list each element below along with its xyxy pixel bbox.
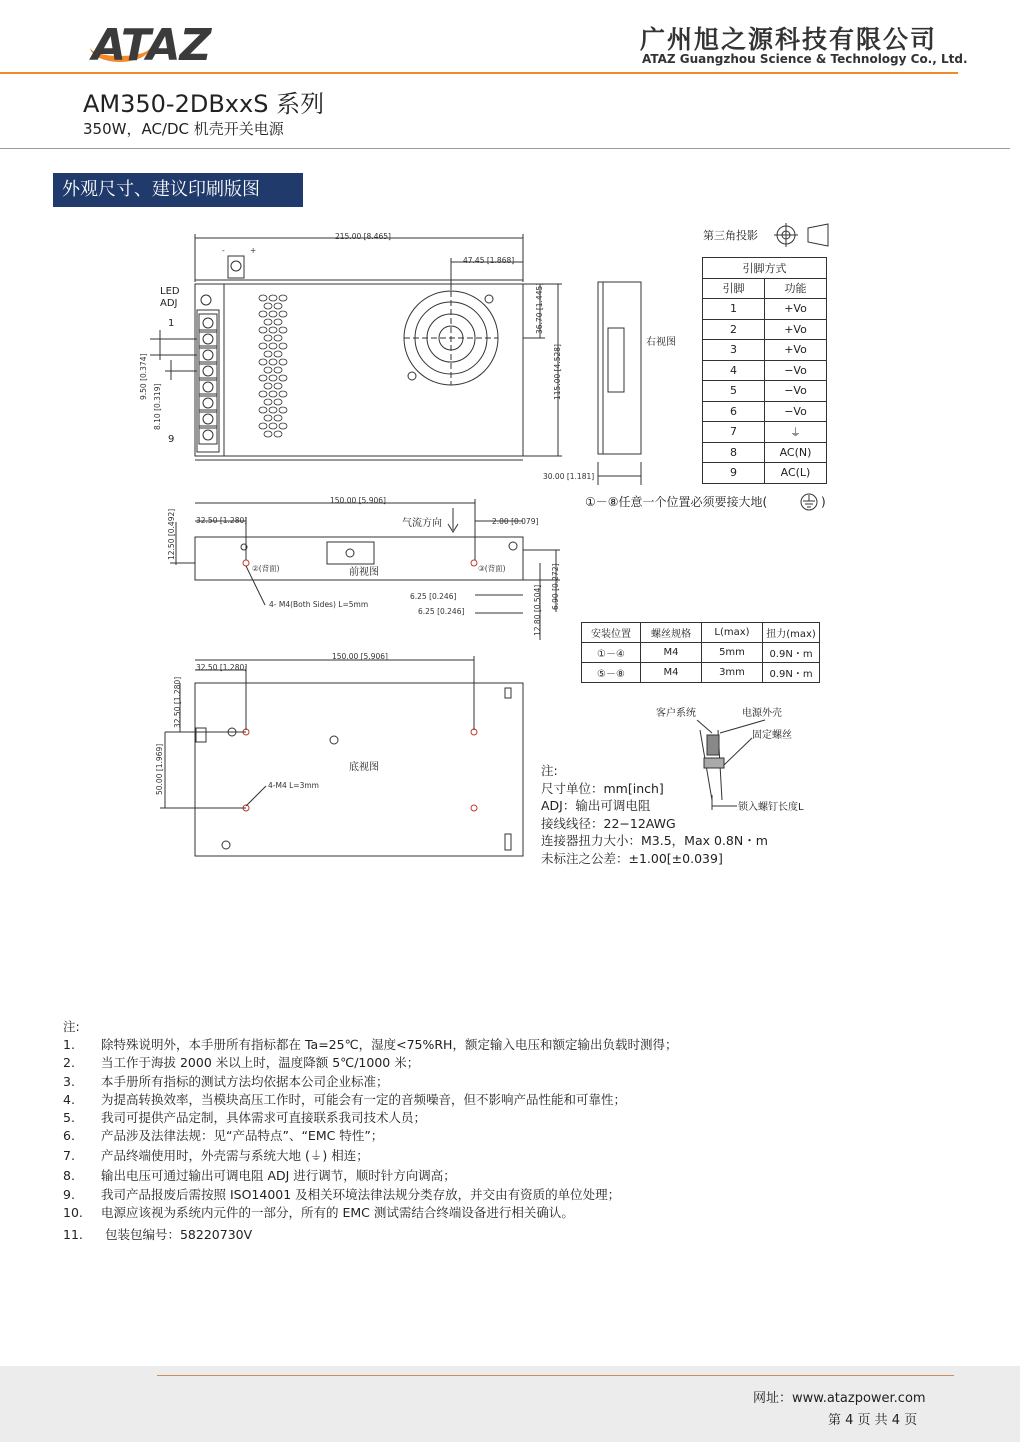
right-view-label: 右视图: [646, 337, 676, 348]
screw-table-cell: ⑤－⑧: [582, 663, 641, 683]
dim-front-vertical-3: 6.90 [0.272]: [551, 563, 560, 610]
company-name-cn: 广州旭之源科技有限公司: [640, 25, 938, 54]
pin-number: 2: [703, 319, 765, 340]
note-text: 包装包编号：58220730V: [101, 1226, 253, 1242]
note-item: [63, 1035, 677, 1053]
screw-length-label: 锁入螺钉长度L: [738, 802, 804, 813]
adj-minus: -: [222, 246, 225, 255]
dim-front-vertical-1: 12.50 [0.492]: [167, 508, 176, 560]
label-led: LED: [160, 286, 180, 297]
pin-table: [702, 257, 827, 484]
pin-function: +Vo: [765, 299, 827, 320]
dim-pitch-1: 9.50 [0.374]: [139, 353, 148, 400]
general-notes: [63, 1017, 677, 1243]
company-name-en: ATAZ Guangzhou Science & Technology Co., Ltd.: [642, 52, 968, 66]
pin-function: AC(N): [765, 442, 827, 463]
drawing-note: 接线线径：22−12AWG: [541, 815, 676, 831]
note-text: 除特殊说明外，本手册所有指标都在 Ta=25℃，湿度<75%RH，额定输入电压和额定输出负载时测得；: [101, 1037, 678, 1053]
note-number: 11.: [63, 1226, 83, 1242]
customer-system-label: 客户系统: [656, 708, 696, 719]
projection-label: 第三角投影: [703, 229, 758, 242]
dim-front-width: 150.00 [5.906]: [330, 496, 386, 505]
screw-table-header: 安装位置: [582, 623, 641, 643]
series-subtitle: 350W，AC/DC 机壳开关电源: [83, 120, 284, 138]
section-title: 外观尺寸、建议印刷版图: [53, 173, 303, 207]
shell-label: 电源外壳: [742, 708, 782, 719]
pin-number: 5: [703, 381, 765, 402]
pin-number: 4: [703, 360, 765, 381]
vent-holes: [259, 295, 287, 437]
drawing-note: 未标注之公差：±1.00[±0.039]: [541, 850, 723, 866]
drawing-note: 尺寸单位：mm[inch]: [541, 780, 664, 796]
note-number: 3.: [63, 1073, 75, 1089]
bottom-screw-note: 4-M4 L=3mm: [268, 781, 319, 790]
front-view-label: 前视图: [349, 567, 379, 578]
note-number: 6.: [63, 1128, 75, 1144]
page-number: 第 4 页 共 4 页: [828, 1413, 918, 1428]
screw-table-header: L(max): [702, 623, 763, 643]
pin-number: 9: [703, 463, 765, 484]
pin-function: ⏚: [765, 422, 827, 443]
fan-grille: [404, 291, 498, 385]
pin-function: −Vo: [765, 360, 827, 381]
note-item: [63, 1126, 677, 1144]
pin-number: 7: [703, 422, 765, 443]
ground-note: ①－⑧任意一个位置必须要接大地(: [585, 495, 768, 509]
dim-right-depth: 30.00 [1.181]: [543, 472, 595, 481]
dim-front-vertical-2: 12.80 [0.504]: [533, 584, 542, 636]
note-number: 7.: [63, 1148, 75, 1164]
screw-table-cell: 0.9N・m: [763, 643, 820, 663]
dim-bottom-width: 150.00 [5.906]: [332, 652, 388, 661]
note-item: [63, 1166, 677, 1184]
note-item: [63, 1090, 677, 1108]
pin-number: 1: [703, 299, 765, 320]
note-item: [63, 1072, 677, 1090]
ground-icon: [801, 494, 817, 510]
airflow-label: 气流方向: [402, 518, 442, 529]
note-text: 电源应该视为系统内元件的一部分，所有的 EMC 测试需结合终端设备进行相关确认。: [101, 1204, 574, 1220]
screw-table-cell: 0.9N・m: [763, 663, 820, 683]
note-number: 2.: [63, 1055, 75, 1071]
note-text: 输出电压可通过输出可调电阻 ADJ 进行调节，顺时针方向调高；: [101, 1168, 456, 1184]
screw-table-cell: 5mm: [702, 643, 763, 663]
note-item: [63, 1221, 677, 1243]
dim-fan-offset: 47.45 [1.868]: [463, 256, 515, 265]
pin-function: +Vo: [765, 340, 827, 361]
front-side-right: ③(背面): [478, 564, 506, 573]
front-screw-note: 4- M4(Both Sides) L=5mm: [269, 600, 369, 609]
drawing-note: ADJ：输出可调电阻: [541, 798, 651, 814]
pin-table-header: 功能: [765, 278, 827, 299]
screw-table-cell: ①－④: [582, 643, 641, 663]
pin-function: −Vo: [765, 381, 827, 402]
note-item: [63, 1144, 677, 1166]
dim-top-width: 215.00 [8.465]: [335, 232, 391, 241]
series-title: AM350-2DBxxS 系列: [83, 90, 325, 118]
note-number: 8.: [63, 1168, 75, 1184]
note-number: 1.: [63, 1037, 75, 1053]
label-pin-1: 1: [168, 318, 175, 329]
right-view-outline: [598, 282, 641, 454]
dim-bottom-vertical-1: 32.50 [1.280]: [173, 676, 182, 728]
dim-front-right: 2.00 [0.079]: [492, 517, 539, 526]
pin-number: 3: [703, 340, 765, 361]
note-item: [63, 1053, 677, 1071]
footer-divider: [157, 1375, 954, 1376]
drawing-notes: [541, 762, 768, 868]
note-text: 产品涉及法律法规：见“产品特点”、“EMC 特性”；: [101, 1128, 384, 1144]
dim-top-height: 115.00 [4.528]: [553, 344, 562, 400]
note-item: [63, 1108, 677, 1126]
company-logo: ATAZ: [92, 20, 211, 71]
dim-front-bottom-2: 6.25 [0.246]: [418, 607, 465, 616]
front-side-left: ②(背面): [252, 564, 280, 573]
note-text: 我司可提供产品定制，具体需求可直接联系我司技术人员；: [101, 1109, 427, 1125]
screw-table-cell: 3mm: [702, 663, 763, 683]
screw-table-header: 扭力(max): [763, 623, 820, 643]
dim-pitch-2: 8.10 [0.319]: [153, 383, 162, 430]
label-pin-9: 9: [168, 434, 175, 445]
bottom-view-label: 底视图: [349, 762, 379, 773]
pin-number: 6: [703, 401, 765, 422]
screw-table-cell: M4: [641, 663, 702, 683]
fixing-screw-label: 固定螺丝: [752, 730, 792, 741]
note-item: [63, 1203, 677, 1221]
note-number: 5.: [63, 1109, 75, 1125]
note-number: 10.: [63, 1204, 83, 1220]
note-number: 4.: [63, 1091, 75, 1107]
dim-front-bottom-1: 6.25 [0.246]: [410, 592, 457, 601]
note-number: 9.: [63, 1186, 75, 1202]
dim-front-left: 32.50 [1.280]: [196, 516, 248, 525]
label-adj: ADJ: [160, 298, 178, 309]
note-item: [63, 1185, 677, 1203]
dim-fan-vertical: 36.70 [1.445]: [535, 282, 544, 334]
note-text: 当工作于海拔 2000 米以上时，温度降额 5℃/1000 米；: [101, 1055, 420, 1071]
footer-website[interactable]: 网址：www.atazpower.com: [753, 1391, 926, 1406]
note-text: 本手册所有指标的测试方法均依据本公司企业标准；: [101, 1073, 389, 1089]
note-text: 我司产品报废后需按照 ISO14001 及相关环境法律法规分类存放，并交由有资质的单位处理；: [101, 1186, 621, 1202]
ground-note-end: ): [821, 495, 826, 509]
dim-bottom-left: 32.50 [1.280]: [196, 663, 248, 672]
screw-table-header: 螺丝规格: [641, 623, 702, 643]
note-text: 为提高转换效率，当模块高压工作时，可能会有一定的音频噪音，但不影响产品性能和可靠性；: [101, 1091, 627, 1107]
dim-bottom-vertical-2: 50.00 [1.969]: [155, 743, 164, 795]
pin-number: 8: [703, 442, 765, 463]
note-text: 产品终端使用时，外壳需与系统大地 (⏚) 相连；: [101, 1148, 369, 1164]
adj-plus: +: [250, 246, 257, 255]
drawing-note: 连接器扭力大小：M3.5，Max 0.8N・m: [541, 833, 768, 849]
drawing-note: 注:: [541, 763, 558, 778]
notes-title: 注:: [63, 1019, 80, 1034]
pin-table-title: 引脚方式: [703, 258, 827, 279]
pin-function: AC(L): [765, 463, 827, 484]
terminal-block: [199, 314, 217, 444]
pin-table-header: 引脚: [703, 278, 765, 299]
pin-function: −Vo: [765, 401, 827, 422]
pin-function: +Vo: [765, 319, 827, 340]
screw-table-cell: M4: [641, 643, 702, 663]
screw-table: [581, 622, 820, 683]
